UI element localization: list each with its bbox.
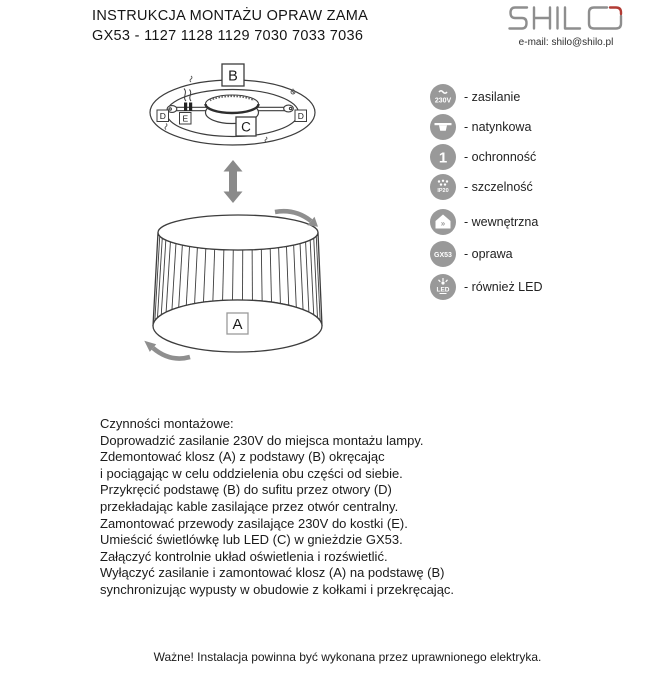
instructions-heading: Czynności montażowe: [100,416,234,431]
legend-item-natynkowa [430,114,531,140]
supply-cable [184,89,191,102]
legend-label: - ochronność [464,150,537,164]
assembly-diagram [85,55,415,385]
brand-logo [500,4,632,48]
svg-text:D: D [297,111,304,121]
instruction-line: Wyłączyć zasilanie i zamontować klosz (A) na podstawę (B) [100,565,445,581]
label-hole-right-d [295,110,307,122]
legend-label: - oprawa [464,247,513,261]
legend-item-zasilanie [430,84,520,110]
gx53-socket-icon [430,241,456,267]
indoor-house-icon [430,209,456,235]
svg-text:LED: LED [436,286,450,294]
instruction-line: Doprowadzić zasilanie 230V do miejsca montażu lampy. [100,432,424,448]
svg-text:1: 1 [438,149,448,167]
svg-text:GX53: GX53 [434,251,452,259]
led-bulb-icon [430,274,456,300]
ip-rating-icon [430,174,456,200]
shilo-logo-icon [507,4,625,32]
instruction-line: Umieścić świetlówkę lub LED (C) w gnieżdzie GX53. [100,532,403,548]
title-line-2: GX53 - 1127 1128 1129 7030 7033 7036 [92,28,364,44]
svg-text:D: D [159,111,166,121]
brand-email: e-mail: shilo@shilo.pl [518,37,614,48]
power-230v-icon [430,84,456,110]
instruction-line: Zamontować przewody zasilające 230V do kostki (E). [100,515,408,531]
label-lamp-c [236,117,256,136]
legend-label: - zasilanie [464,90,521,104]
instruction-line: synchronizując wypusty w obudowie z kołkami i przekręcając. [100,581,455,597]
legend-item-oprawa [430,241,513,267]
svg-text:C: C [241,119,251,135]
legend-item-szczelnosc [430,174,533,200]
instruction-line: Zdemontować klosz (A) z podstawy (B) okręcając [100,449,385,465]
safety-note: Ważne! Instalacja powinna być wykonana przez uprawnionego elektryka. [153,650,542,664]
legend-item-rowniez-led [430,274,543,300]
title-line-1: INSTRUKCJA MONTAŻU OPRAW ZAMA [92,8,369,24]
svg-text:B: B [228,68,238,85]
instruction-line: Załączyć kontrolnie układ oświetlenia i rozświetlić. [100,548,388,564]
svg-text:230V: 230V [434,97,452,105]
legend-item-ochronnosc [430,144,536,170]
svg-text:E: E [182,113,189,124]
instruction-line: Przykręcić podstawę (B) do sufitu przez otwory (D) [100,482,392,498]
mounting-instructions [100,416,454,599]
svg-text:»: » [440,219,446,228]
instruction-line: i pociągając w celu oddzielenia obu części od siebie. [100,465,403,481]
svg-text:IP20: IP20 [437,188,449,194]
label-hole-left-d [157,110,169,122]
surface-mount-icon [430,114,456,140]
legend-label: - natynkowa [464,120,532,134]
legend-item-wewnetrzna [430,209,538,235]
label-shade-a [227,313,248,334]
label-terminal-e [180,113,192,125]
shade-top-rim [158,215,318,250]
protection-class-icon [430,144,456,170]
legend-label: - wewnętrzna [464,215,539,229]
legend-label: - również LED [464,280,543,294]
instruction-line: przekładając kable zasilające przez otwór centralny. [100,498,399,514]
page-title [92,6,368,46]
legend-label: - szczelność [464,180,533,194]
label-base-b [222,64,244,86]
up-down-arrow-icon [224,160,243,203]
svg-text:A: A [232,316,243,333]
